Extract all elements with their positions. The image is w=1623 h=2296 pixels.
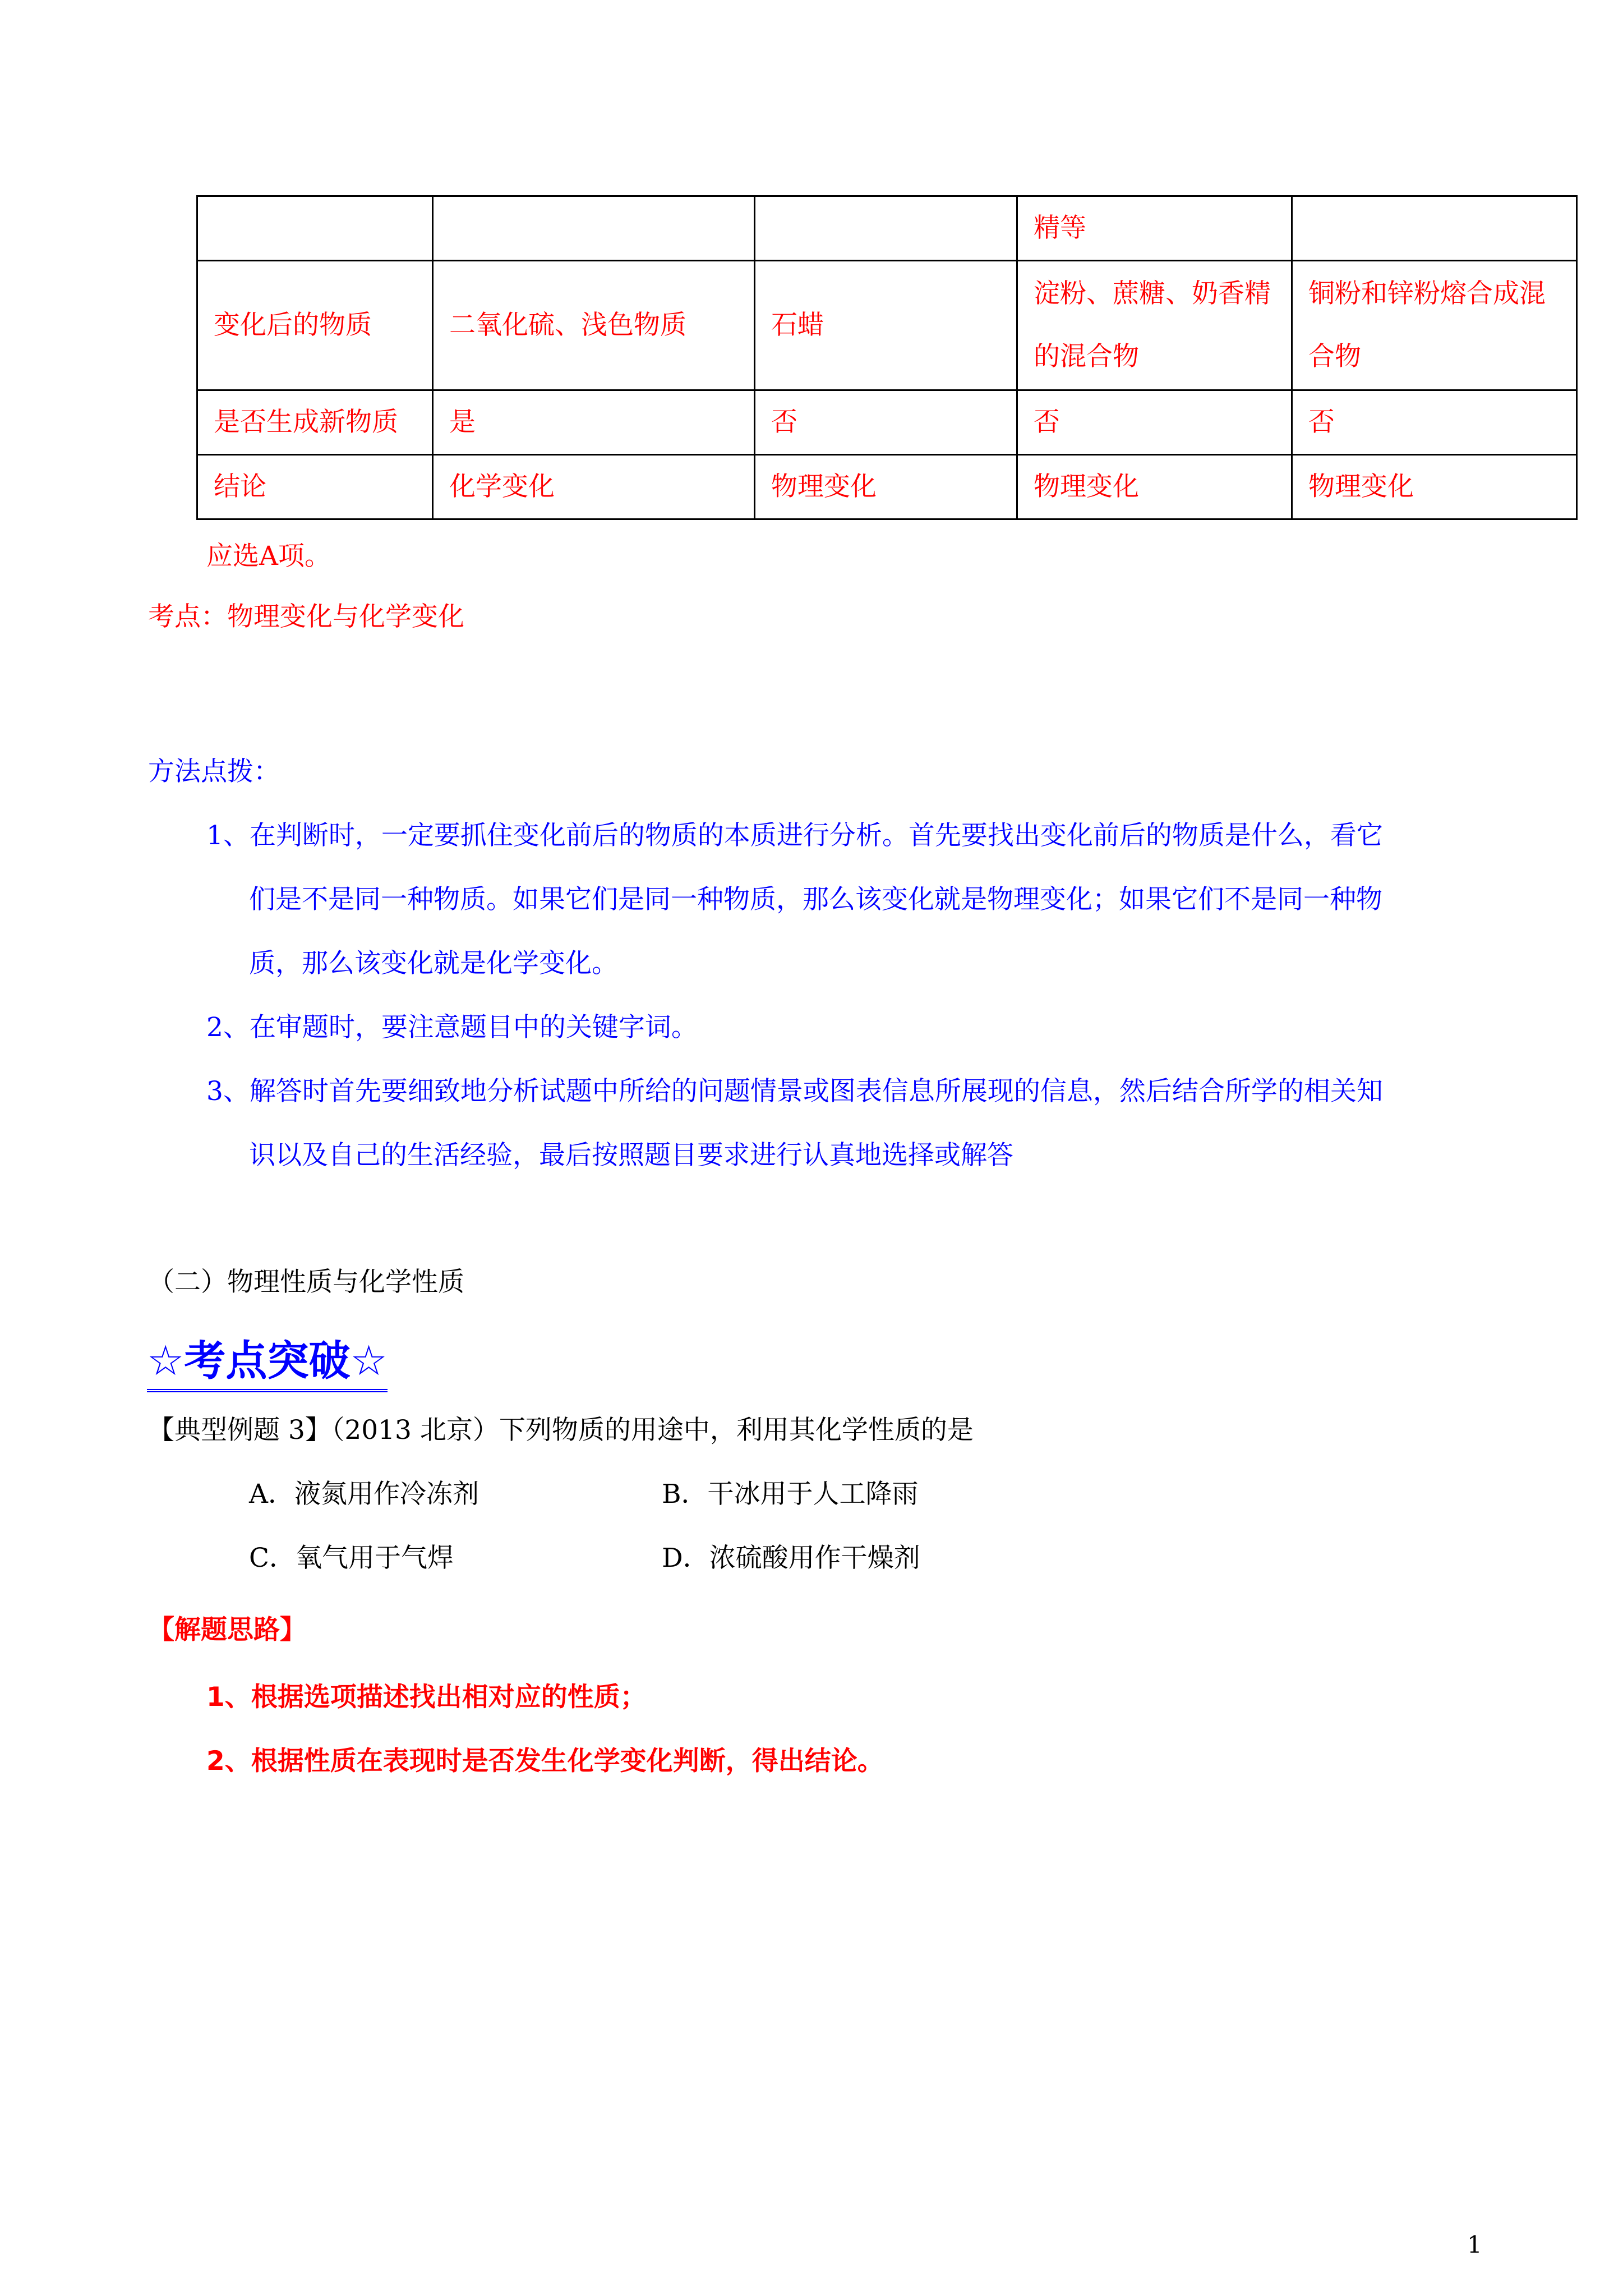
section-heading: （二）物理性质与化学性质 <box>148 1267 464 1297</box>
method-item-3-line-1: 3、解答时首先要细致地分析试题中所给的问题情景或图表信息所展现的信息，然后结合所学的相关知 <box>206 1076 1383 1107</box>
table-cell: 二氧化硫、浅色物质 <box>433 261 755 390</box>
option-b: B．干冰用于人工降雨 <box>662 1479 919 1510</box>
page-number: 1 <box>1467 2231 1482 2258</box>
table-cell <box>197 196 433 261</box>
table-cell: 否 <box>1292 390 1577 455</box>
table-cell: 物理变化 <box>1017 455 1292 519</box>
table-row <box>197 455 1577 519</box>
example-question: 【典型例题 3】（2013 北京）下列物质的用途中，利用其化学性质的是 <box>148 1415 974 1446</box>
solve-step-2: 2、根据性质在表现时是否发生化学变化判断，得出结论。 <box>206 1746 884 1777</box>
option-d: D．浓硫酸用作干燥剂 <box>662 1543 920 1573</box>
table-cell <box>433 196 755 261</box>
table-cell: 石蜡 <box>755 261 1017 390</box>
method-item-2: 2、在审题时，要注意题目中的关键字词。 <box>206 1012 698 1043</box>
method-heading: 方法点拨： <box>148 756 280 787</box>
table-row <box>197 261 1577 390</box>
table-cell: 精等 <box>1017 196 1292 261</box>
table-cell: 变化后的物质 <box>197 261 433 390</box>
solve-step-1: 1、根据选项描述找出相对应的性质； <box>206 1682 647 1713</box>
table-cell: 否 <box>755 390 1017 455</box>
option-a: A．液氮用作冷冻剂 <box>249 1479 479 1510</box>
table-cell: 铜粉和锌粉熔合成混合物 <box>1292 261 1577 390</box>
table-cell: 物理变化 <box>1292 455 1577 519</box>
table-cell: 是否生成新物质 <box>197 390 433 455</box>
table-cell: 结论 <box>197 455 433 519</box>
solve-heading: 【解题思路】 <box>148 1614 306 1645</box>
table-cell: 物理变化 <box>755 455 1017 519</box>
table-cell: 是 <box>433 390 755 455</box>
table-cell: 淀粉、蔗糖、奶香精的混合物 <box>1017 261 1292 390</box>
method-item-1-line-1: 1、在判断时，一定要抓住变化前后的物质的本质进行分析。首先要找出变化前后的物质是什么，看它 <box>206 820 1383 851</box>
table-cell: 化学变化 <box>433 455 755 519</box>
answer-text: 应选A项。 <box>206 541 331 572</box>
table-cell: 否 <box>1017 390 1292 455</box>
method-item-1-line-3: 质，那么该变化就是化学变化。 <box>249 948 618 979</box>
table-cell <box>755 196 1017 261</box>
comparison-table <box>196 195 1578 520</box>
method-item-3-line-2: 识以及自己的生活经验，最后按照题目要求进行认真地选择或解答 <box>249 1140 1013 1171</box>
kaodian-text: 考点：物理变化与化学变化 <box>148 601 464 632</box>
table-cell <box>1292 196 1577 261</box>
method-item-1-line-2: 们是不是同一种物质。如果它们是同一种物质，那么该变化就是物理变化；如果它们不是同一种物 <box>249 884 1382 915</box>
breakthrough-title: ☆考点突破☆ <box>147 1334 388 1392</box>
table-row <box>197 390 1577 455</box>
table-row <box>197 196 1577 261</box>
option-c: C．氧气用于气焊 <box>249 1543 454 1573</box>
